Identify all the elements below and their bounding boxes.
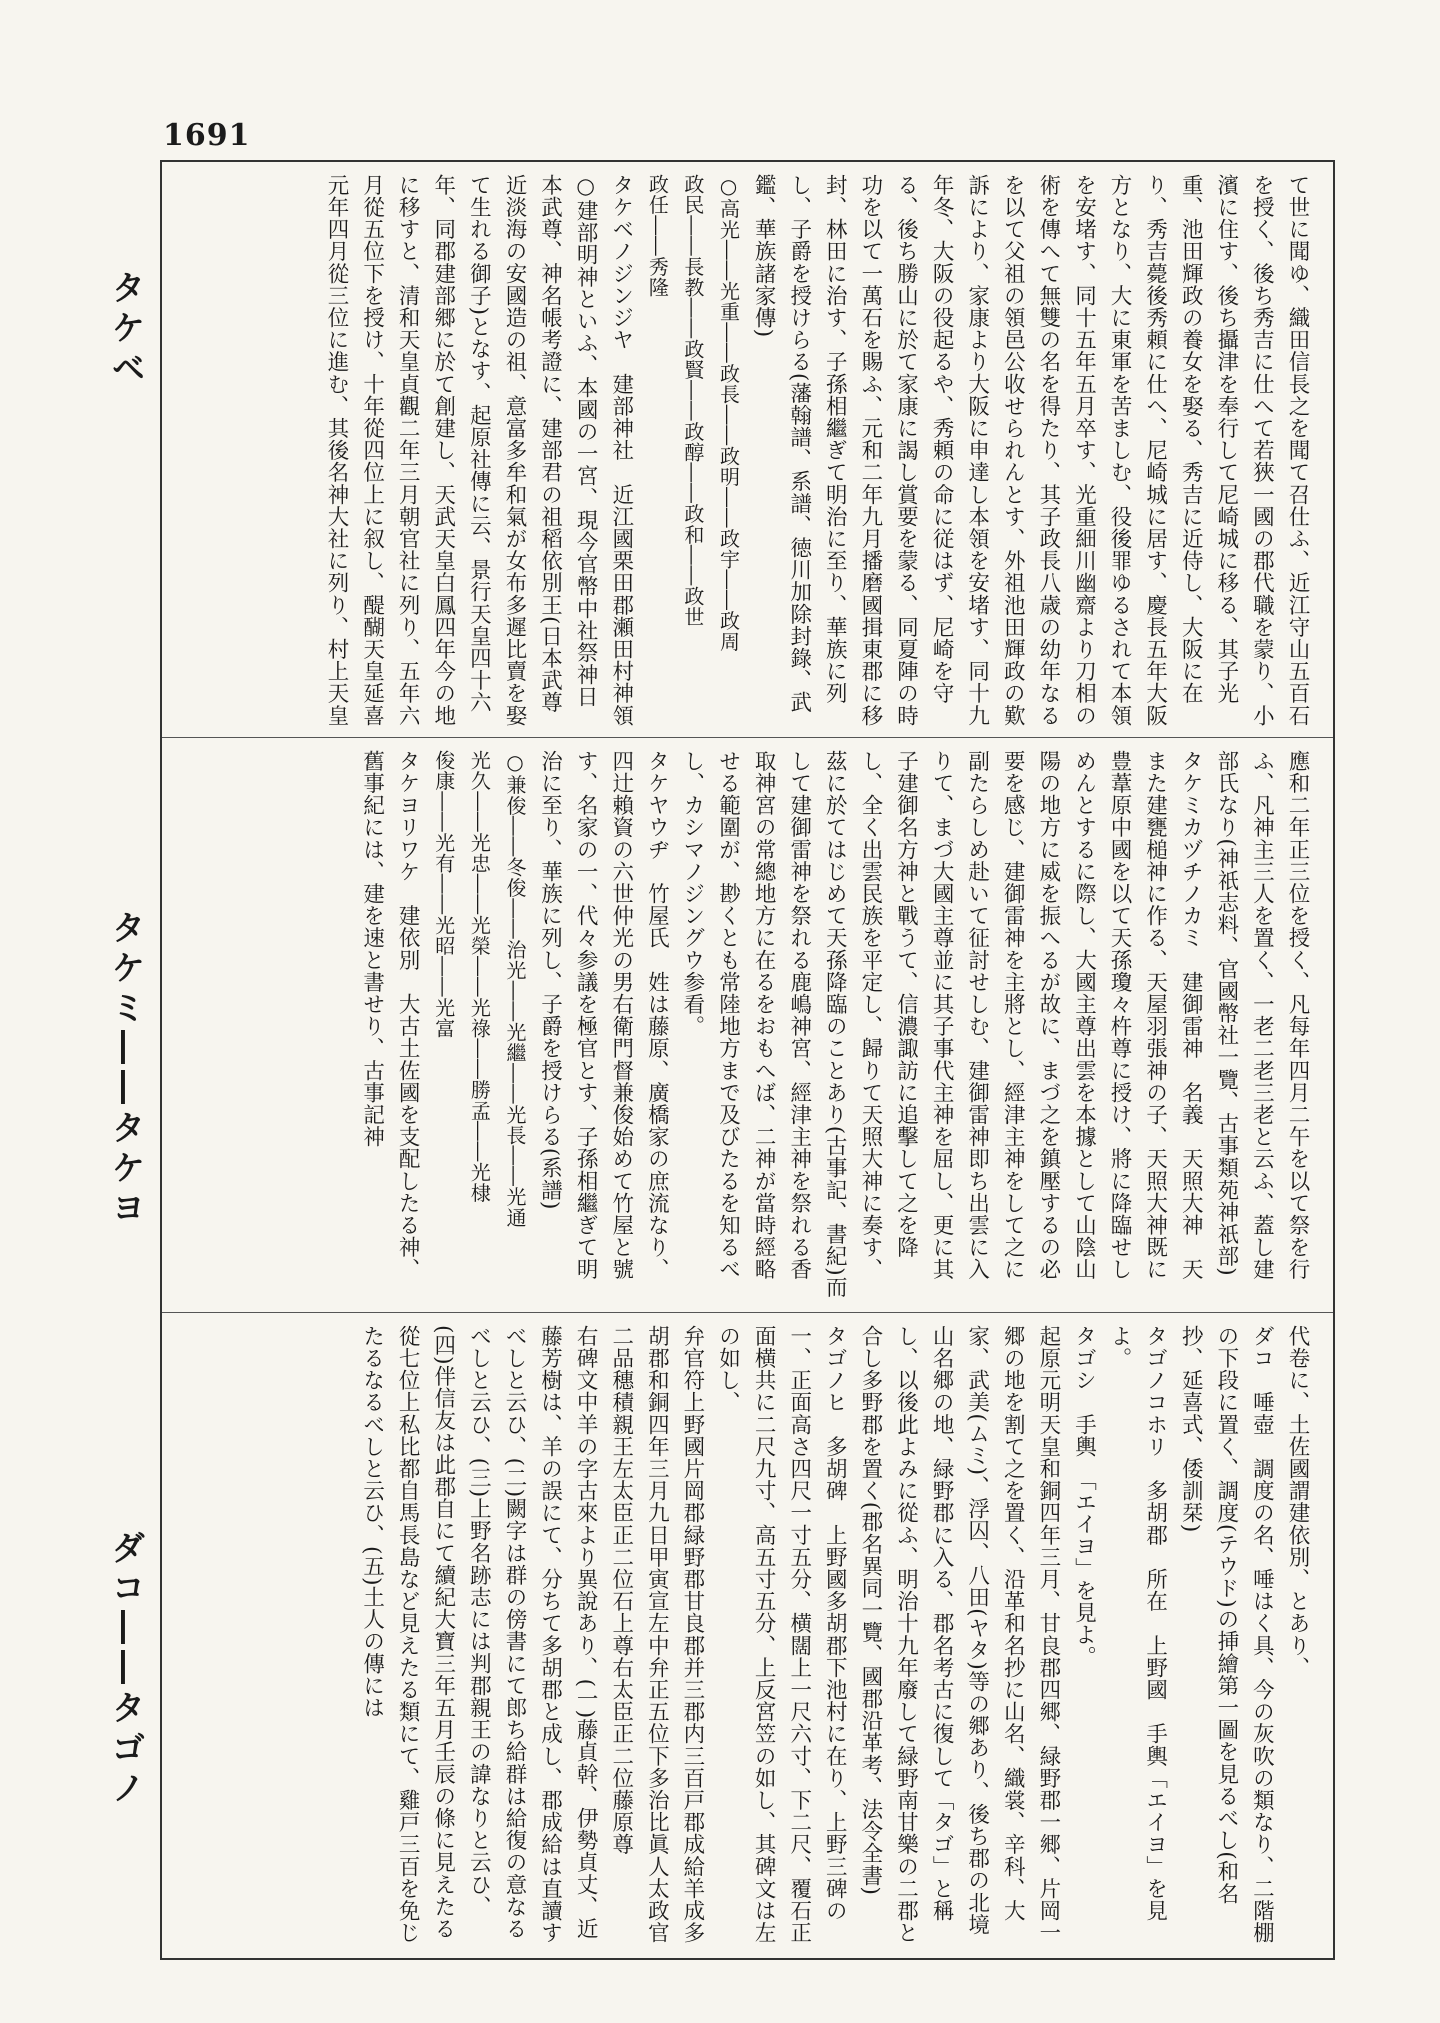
entry-tagonohi: タゴノヒ 多胡碑 上野國多胡郡下池村に在り、上野三碑の一、正面高さ四尺一寸五分、横闊上一尺六寸、下二尺、覆石正面横共に二尺九寸、高五寸五分、上反宮笠の如し、其碑文は左の如し、 <box>715 1325 848 1944</box>
entry-takebe-jinja: タケベノジンジヤ 建部神社 近江國栗田郡瀬田村神領○建部明神といふ、本國の一宮、現今官幣中社祭神日本武尊、神名帳考證に、建部君の祖稻依別王(日本武尊近淡海の安國造の祖、意富多牟和氣が女布多遲比賣を娶て生れる御子)となす、起原社傳に云、景行天皇四十六年、同郡建部郷に於て創建し、天武天皇白鳳四年今の地に移すと、清和天皇貞觀二年三月朝官社に列り、五年六月從五位下を授け、十年從四位上に叙し、醍醐天皇延喜元年四月從三位に進む、其後名神大社に列り、村上天皇 <box>323 174 634 727</box>
entry-takeyoriwake: タケヨリワケ 建依別 大古土佐國を支配したる神、舊事紀には、建を速と書せり、古事記神 <box>359 750 421 1281</box>
entry-text: て世に聞ゆ、織田信長之を聞て召仕ふ、近江守山五百石を授く、後ち秀吉に仕へて若狹一國の郡代職を蒙り、小濱に住す、後ち攝津を奉行して尼崎城に移る、其子光重、池田輝政の養女を娶る、秀吉に近侍し、大阪に在り、秀吉薨後秀頼に仕へ、尼崎城に居す、慶長五年大阪方となり、大に東軍を苦ましむ、役後罪ゆるされて本領を安堵す、同十五年五月卒す、光重細川幽齋より刀相の術を傳へて無雙の名を得たり、其子政長八歳の幼年なるを以て父祖の領邑公收せられんとす、外祖池田輝政の歎訴により、家康より大阪に申達し本領を安堵す、同十九年冬、大阪の役起るや、秀頼の命に従はず、尼崎を守る、後ち勝山に於て家康に謁し賞要を蒙る、同夏陣の時功を以て一萬石を賜ふ、元和二年九月播磨國揖東郡に移封、林田に治す、子孫相繼ぎて明治に至り、華族に列し、子爵を授けらる(藩翰譜、系譜、徳川加除封錄、武鑑、華族諸家傳) <box>751 174 1310 727</box>
entry-tagonokohori: タゴノコホリ 多胡郡 所在 上野國 手輿「エイヨ」を見よ。 <box>1107 1325 1168 1922</box>
running-head-1: タケベ <box>105 270 145 390</box>
inscription-text: 弁官符上野國片岡郡緑野郡甘良郡并三郡内三百戸郡成給羊成多胡郡和銅四年三月九日甲寅宣左中弁正五位下多治比眞人太政官二品穗積親王左太臣正二位石上尊右太臣正二位藤原尊 <box>608 1325 705 1944</box>
running-head-3: ダコ――タゴノ <box>105 1530 145 1810</box>
entry-text: 代卷に、土佐國謂建依別、とあり、 <box>1285 1325 1310 1679</box>
genealogy-line: ○兼俊――冬俊――治光――光繼――光長――光通 <box>502 750 527 1228</box>
entry-text: 右碑文中羊の字古來より異說あり、(一)藤貞幹、伊勢貞丈、近藤芳樹は、羊の誤にて、分ちて多胡郡と成し、郡成給は直讀すべしと云ひ、(二)闕字は群の傍書にて郎ち給群は給復の意なるべしと云ひ、(三)上野名跡志には判郡親王の諱なりと云ひ、(四)伴信友は此郡自にて續紀大寶三年五月壬辰の條に見えたる從七位上私比都自馬長島など見えたる類にて、雞戸三百を免じたるなるべしと云ひ、(五)土人の傳には <box>359 1325 599 1944</box>
tier-top <box>162 162 1333 737</box>
genealogy-line: ○高光――光重――政長――政明――政宇――政周 <box>716 174 741 652</box>
genealogy-line: 政民――長教――政賢――政醇――政和――政世 <box>680 174 705 628</box>
genealogy-line: 光久――光忠――光榮――光祿――勝孟――光棣 <box>467 750 492 1204</box>
genealogy-line: 政任――秀隆 <box>645 174 670 298</box>
tier-top-text <box>180 174 1315 727</box>
entry-dako: ダコ 唾壺 調度の名、唾はく具、今の灰吹の類なり、二階棚の下段に置く、調度(テウド)の挿繪第一圖を見るべし(和名抄、延喜式、倭訓栞) <box>1178 1325 1275 1944</box>
genealogy-line: 俊康――光有――光昭――光富 <box>431 750 456 1039</box>
entry-takemikazuchi: タケミカヅチノカミ 建御雷神 名義 天照大神 天また建甕槌神に作る、天屋羽張神の子、天照大神既に豊葦原中國を以て天孫瓊々杵尊に授け、將に降臨せしめんとするに際し、大國主尊出雲を本據として山陰山陽の地方に威を振へるが故に、まづ之を鎮壓するの必要を感じ、建御雷神を主將とし、經津主神をして之に副たらしめ赴いて征討せしむ、建御雷神即ち出雲に入りて、まづ大國主尊並に其子事代主神を屈し、更に其子建御名方神と戰うて、信濃諏訪に追擊して之を降し、全く出雲民族を平定し、歸りて天照大神に奏す、茲に於てはじめて天孫降臨のことあり(古事記、書紀)而して建御雷神を祭れる鹿嶋神宮、經津主神を祭れる香取神宮の常總地方に在るをおもへば、二神が當時經略せる範圍が、尠くとも常陸地方まで及びたるを知るべし、カシマノジングウ参看。 <box>679 750 1204 1299</box>
page-number: 1691 <box>163 118 251 153</box>
tier-bottom-text <box>180 1325 1315 1948</box>
tier-middle <box>162 737 1333 1312</box>
tier-middle-text <box>180 750 1315 1302</box>
entry-text: 起原元明天皇和銅四年三月、甘良郡四郷、緑野郡一郷、片岡一郷の地を割て之を置く、沿革和名抄に山名、織裳、辛科、大家、武美(ムミ)、浮囚、八田(ヤタ)等の郷あり、後ち郡の北境山名郷の地、緑野郡に入る、郡名考古に復して「タゴ」と稱し、以後此よみに從ふ、明治十九年廢して緑野南甘樂の二郡と合し多野郡を置く(郡名異同一覽、國郡沿革考、法令全書) <box>857 1325 1061 1944</box>
running-heads <box>95 140 155 1960</box>
tier-bottom <box>162 1312 1333 1958</box>
running-head-2: タケミ――タケヨ <box>105 910 145 1230</box>
entry-text: 應和二年正三位を授く、凡每年四月二午を以て祭を行ふ、凡神主三人を置く、一老二老三老と云ふ、蓋し建部氏なり(神祇志料、官國幣社一覽、古事類苑神祇部) <box>1213 750 1310 1281</box>
dictionary-page-frame <box>160 160 1335 1960</box>
entry-tagoshi: タゴシ 手輿 「エイヨ」を見よ。 <box>1071 1325 1097 1668</box>
entry-takeya-uji: タケヤウヂ 竹屋氏 姓は藤原、廣橋家の庶流なり、四辻賴資の六世仲光の男右衛門督兼俊始めて竹屋と號す、名家の一、代々参議を極官とす、子孫相繼ぎて明治に至り、華族に列し、子爵を授けらる(系譜) <box>537 750 670 1281</box>
